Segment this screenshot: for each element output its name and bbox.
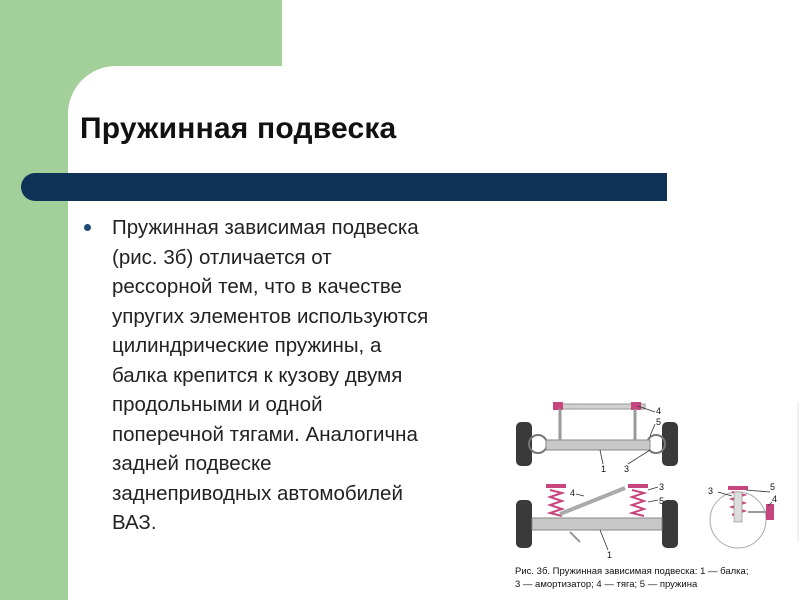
beam-top [546, 440, 650, 450]
body-line: Пружинная зависимая подвеска [112, 216, 419, 239]
figure-caption [515, 566, 748, 591]
body-line: заднеприводных автомобилей [112, 481, 403, 505]
label-5-rear: 5 [659, 496, 665, 506]
side-view-diagram [708, 402, 798, 548]
caption-line: Рис. 3б. Пружинная зависимая подвеска: 1 — балка; [515, 566, 749, 577]
body-line: цилиндрические пружины, а [112, 334, 382, 357]
label-1-rear: 1 [607, 550, 613, 560]
slide-title: Пружинная подвеска [80, 112, 397, 145]
body-line: поперечной тягами. Аналогична [112, 422, 418, 446]
label-3-rear: 3 [659, 482, 665, 492]
spring-right-rear [628, 484, 648, 516]
label-4-top: 4 [656, 406, 662, 416]
wheel-right-rear [662, 500, 678, 548]
wheel-left-rear [516, 500, 532, 548]
label-5-top: 5 [656, 417, 662, 427]
body-line: упругих элементов используются [112, 304, 429, 328]
body-line: балка крепится к кузову двумя [112, 363, 403, 387]
spring-mount-right [631, 402, 641, 410]
body-line: продольными и одной [112, 393, 323, 416]
spring-mount-left [553, 402, 563, 410]
label-4-rear: 4 [570, 488, 576, 498]
beam-rear [532, 518, 662, 530]
caption-line: 3 — амортизатор; 4 — тяга; 5 — пружина [515, 578, 698, 590]
title-underline-bar [21, 173, 667, 201]
label-3-top: 3 [624, 464, 630, 474]
label-4-side: 4 [772, 494, 778, 504]
body-line: (рис. 3б) отличается от [112, 245, 332, 269]
body-line: задней подвеске [112, 452, 272, 475]
top-view-diagram [516, 402, 678, 474]
body-line: ВАЗ. [112, 511, 157, 534]
rear-view-diagram [516, 482, 678, 560]
label-1-top: 1 [601, 464, 607, 474]
body-line: рессорной тем, что в качестве [112, 275, 402, 298]
slide-body-text [112, 213, 542, 538]
label-5-side: 5 [770, 482, 776, 492]
label-3-side: 3 [708, 486, 714, 496]
bullet-icon [84, 224, 91, 231]
link-mount-side [766, 504, 774, 520]
